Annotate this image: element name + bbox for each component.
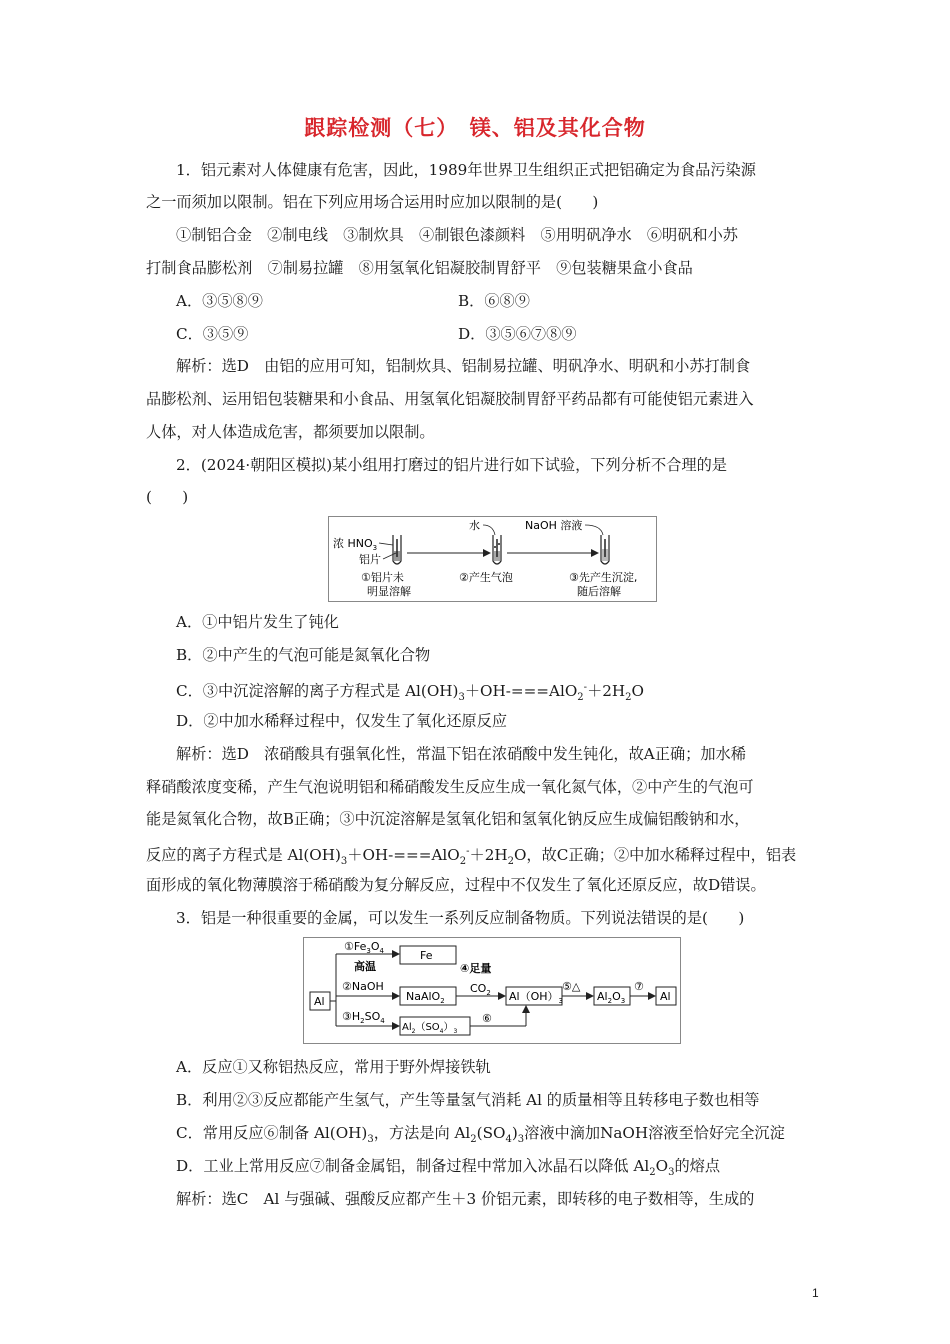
label-naoh: NaOH 溶液	[525, 519, 583, 532]
node-al-left: Al	[314, 995, 325, 1008]
arrow-icon	[586, 992, 594, 1000]
q1-option-b: B．⑥⑧⑨	[458, 292, 530, 310]
reagent-3: $③H_2SO_4$	[342, 1010, 385, 1025]
q2-answer-line5: 面形成的氧化物薄膜溶于稀硝酸为复分解反应，过程中不仅发生了氧化还原反应，故D错误。	[146, 876, 766, 894]
arrow-icon	[591, 549, 599, 557]
q1-option-a: A．③⑤⑧⑨	[176, 292, 263, 310]
arrow-icon	[392, 950, 400, 958]
q2-answer-line3: 能是氮氧化合物，故B正确；③中沉淀溶解是氢氧化铝和氢氧化钠反应生成偏铝酸钠和水，	[146, 810, 750, 828]
q1-items-line2: 打制食品膨松剂 ⑦制易拉罐 ⑧用氢氧化铝凝胶制胃舒平 ⑨包装糖果盒小食品	[146, 259, 693, 277]
label-al-sheet: 铝片	[359, 553, 381, 566]
reagent-4: ④足量	[460, 962, 492, 975]
q1-answer-line1: 解析：选D 由铝的应用可知，铝制炊具、铝制易拉罐、明矾净水、明矾和小苏打制食	[176, 357, 751, 375]
node-al-right: Al	[660, 990, 671, 1003]
page-number: 1	[812, 1286, 819, 1300]
q1-answer-line2: 品膨松剂、运用铝包装糖果和小食品、用氢氧化铝凝胶制胃舒平药品都有可能使铝元素进入	[146, 390, 754, 408]
q1-items-line1: ①制铝合金 ②制电线 ③制炊具 ④制银色漆颜料 ⑤用明矾净水 ⑥明矾和小苏	[176, 226, 738, 244]
q2-stem-line2: ( )	[146, 488, 189, 506]
q2-option-b: B．②中产生的气泡可能是氮氧化合物	[176, 646, 431, 664]
reagent-7: ⑦	[634, 980, 644, 993]
q2-answer-line1: 解析：选D 浓硝酸具有强氧化性，常温下铝在浓硝酸中发生钝化，故A正确；加水稀	[176, 745, 746, 763]
q3-option-a: A．反应①又称铝热反应，常用于野外焊接铁轨	[176, 1058, 491, 1076]
q2-option-a: A．①中铝片发生了钝化	[176, 613, 339, 631]
arrow-icon	[392, 992, 400, 1000]
reagent-2: ②NaOH	[342, 980, 384, 993]
q2-option-c: C．③中沉淀溶解的离子方程式是 $Al(OH)_3+OH-===AlO_2^-+2H_2O$	[176, 682, 644, 704]
reagent-6: ⑥	[482, 1012, 492, 1025]
label-acid: 浓 $HNO_3$	[333, 537, 378, 552]
node-aloh3: $Al(OH)_3$	[509, 990, 563, 1005]
q2-option-d: D．②中加水稀释过程中，仅发生了氧化还原反应	[176, 712, 508, 730]
test-tube-2	[493, 535, 501, 564]
q3-option-c: C．常用反应⑥制备 $Al(OH)_3$，方法是向 $Al_2(SO_4)_3$溶液中滴加NaOH溶液至恰好完全沉淀	[176, 1124, 785, 1146]
reagent-co2: $CO_2$	[470, 982, 491, 997]
node-al2so43: $Al_2(SO_4)_3$	[402, 1022, 458, 1035]
arrow-icon	[483, 549, 491, 557]
node-fe: Fe	[420, 949, 433, 962]
label-water: 水	[469, 519, 480, 532]
reagent-1: $①Fe_3O_4$	[344, 940, 384, 955]
q1-option-c: C．③⑤⑨	[176, 325, 249, 343]
q1-option-d: D．③⑤⑥⑦⑧⑨	[458, 325, 577, 343]
arrow-icon	[648, 992, 656, 1000]
test-tube-3	[601, 535, 609, 564]
arrow-icon	[392, 1022, 400, 1030]
caption-3-line2: 随后溶解	[577, 585, 621, 598]
q3-answer-line1: 解析：选C Al 与强碱、强酸反应都产生＋3 价铝元素，即转移的电子数相等，生成的	[176, 1190, 755, 1208]
q1-stem-line2: 之一而须加以限制。铝在下列应用场合运用时应加以限制的是( )	[146, 193, 599, 211]
q3-stem: 3．铝是一种很重要的金属，可以发生一系列反应制备物质。下列说法错误的是( )	[176, 909, 745, 927]
arrow-icon	[498, 992, 506, 1000]
arrow-icon	[522, 1005, 530, 1013]
q3-reaction-diagram	[303, 937, 681, 1044]
test-tube-1	[393, 535, 401, 564]
q2-answer-line4: 反应的离子方程式是 $Al(OH)_3+OH-===AlO_2^-+2H_2O$，故C正确；②中加水稀释过程中，铝表	[146, 846, 797, 868]
q2-answer-line2: 释硝酸浓度变稀，产生气泡说明铝和稀硝酸发生反应生成一氧化氮气体，②中产生的气泡可	[146, 778, 754, 796]
condition-high-temp: 高温	[354, 960, 376, 973]
q2-stem-line1: 2．(2024·朝阳区模拟)某小组用打磨过的铝片进行如下试验，下列分析不合理的是	[176, 456, 727, 474]
q2-experiment-figure	[328, 516, 657, 602]
reagent-5: ⑤△	[562, 980, 581, 993]
q1-answer-line3: 人体，对人体造成危害，都须要加以限制。	[146, 423, 435, 441]
node-al2o3: $Al_2O_3$	[597, 990, 626, 1005]
caption-1-line2: 明显溶解	[367, 585, 411, 598]
caption-1-line1: ①铝片未	[361, 571, 404, 584]
q3-option-b: B．利用②③反应都能产生氢气，产生等量氢气消耗 Al 的质量相等且转移电子数也相等	[176, 1091, 760, 1109]
caption-3-line1: ③先产生沉淀,	[569, 571, 638, 584]
q1-stem-line1: 1．铝元素对人体健康有危害，因此，1989年世界卫生组织正式把铝确定为食品污染源	[176, 161, 756, 179]
node-naalo2: NaAlO$_2$	[406, 990, 445, 1005]
page-title: 跟踪检测（七） 镁、铝及其化合物	[304, 115, 646, 140]
q3-option-d: D．工业上常用反应⑦制备金属铝，制备过程中常加入冰晶石以降低 $Al_2O_3$的熔点	[176, 1157, 721, 1179]
caption-2: ②产生气泡	[459, 571, 513, 584]
